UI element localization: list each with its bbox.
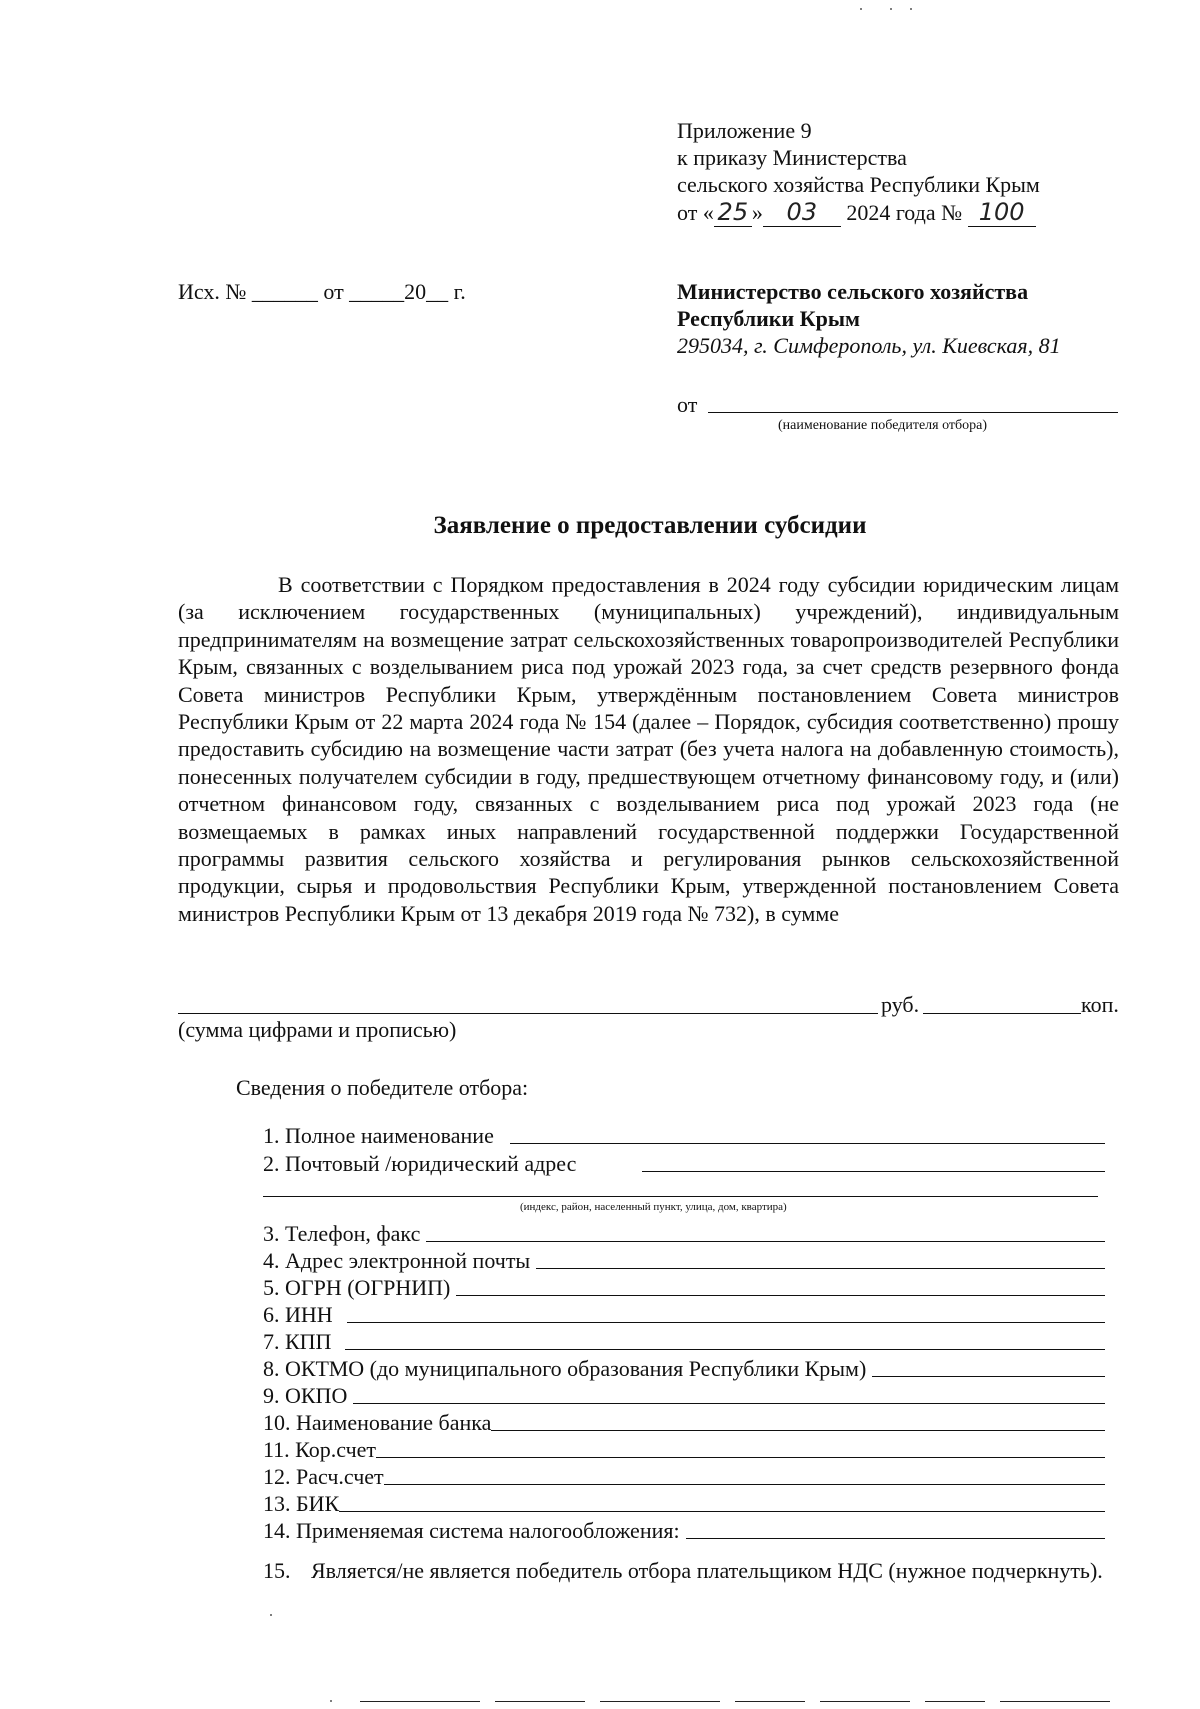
- addressee-block: [677, 279, 1061, 360]
- fill-line: [353, 1403, 1105, 1404]
- fill-line: [345, 1349, 1105, 1350]
- item-15-text: Является/не является победитель отбора плательщиком НДС (нужное подчеркнуть).: [311, 1558, 1103, 1583]
- fill-line: [384, 1484, 1105, 1485]
- fill-line: [536, 1268, 1105, 1269]
- date-sep: »: [751, 200, 763, 225]
- fill-line: [642, 1171, 1105, 1172]
- order-number: 100: [968, 199, 1036, 227]
- scan-artifact: [820, 1701, 910, 1702]
- item-15-number: 15.: [263, 1558, 291, 1583]
- fill-line: [339, 1511, 1105, 1512]
- sum-rub-line: [178, 1013, 878, 1014]
- fill-line: [426, 1241, 1105, 1242]
- rub-label: руб.: [881, 992, 920, 1017]
- fill-line: [510, 1143, 1105, 1144]
- from-fill-line: [708, 412, 1118, 413]
- fill-line: [376, 1457, 1105, 1458]
- kop-label: коп.: [1081, 992, 1119, 1017]
- field-email: 4. Адрес электронной почты: [263, 1247, 1105, 1274]
- addressee-org-line-1: Министерство сельского хозяйства: [677, 279, 1029, 304]
- date-day: 25: [714, 199, 752, 227]
- field-okpo: 9. ОКПО: [263, 1382, 1105, 1409]
- addressee-org-line-2: Республики Крым: [677, 306, 861, 331]
- field-settlement-account: 12. Расч.счет: [263, 1463, 1105, 1490]
- scan-artifact: [600, 1701, 720, 1702]
- field-bik: 13. БИК: [263, 1490, 1105, 1517]
- fill-line: [347, 1322, 1105, 1323]
- outgoing-number: Исх. № ______ от _____20__ г.: [178, 279, 466, 304]
- scan-speck: [270, 1614, 272, 1616]
- scan-speck: [910, 8, 912, 10]
- body-paragraph: [178, 571, 1119, 927]
- address-fill-line: [263, 1196, 1098, 1197]
- appendix-line-2: к приказу Министерства: [677, 145, 907, 170]
- sum-kop-line: [923, 1013, 1081, 1014]
- field-oktmo: 8. ОКТМО (до муниципального образования Республики Крым): [263, 1355, 1105, 1382]
- fill-line: [456, 1295, 1105, 1296]
- date-prefix: от «: [677, 200, 714, 225]
- fill-line: [491, 1430, 1105, 1431]
- field-tax-system: 14. Применяемая система налогообложения:: [263, 1517, 1105, 1544]
- field-corr-account: 11. Кор.счет: [263, 1436, 1105, 1463]
- sum-row: [178, 992, 1119, 1019]
- field-inn: 6. ИНН: [263, 1301, 1105, 1328]
- date-year: 2024 года №: [846, 200, 963, 225]
- field-full-name: 1. Полное наименование: [263, 1122, 1105, 1149]
- appendix-line-1: Приложение 9: [677, 118, 812, 143]
- from-note: (наименование победителя отбора): [778, 418, 988, 433]
- document-title: Заявление о предоставлении субсидии: [433, 512, 867, 539]
- sum-note: (сумма цифрами и прописью): [178, 1017, 457, 1042]
- scan-speck: [860, 8, 862, 10]
- field-ogrn: 5. ОГРН (ОГРНИП): [263, 1274, 1105, 1301]
- appendix-line-3: сельского хозяйства Республики Крым: [677, 172, 1040, 197]
- field-phone: 3. Телефон, факс: [263, 1220, 1105, 1247]
- scan-artifact: [1000, 1701, 1110, 1702]
- scan-artifact: [925, 1701, 985, 1702]
- info-heading: Сведения о победителе отбора:: [236, 1075, 529, 1100]
- address-note: (индекс, район, населенный пункт, улица, дом, квартира): [520, 1201, 787, 1213]
- field-bank-name: 10. Наименование банка: [263, 1409, 1105, 1436]
- scan-artifact: [495, 1701, 585, 1702]
- fill-line: [872, 1376, 1105, 1377]
- field-kpp: 7. КПП: [263, 1328, 1105, 1355]
- from-label: от: [677, 392, 698, 417]
- field-address: 2. Почтовый /юридический адрес: [263, 1150, 1105, 1177]
- scan-artifact: [360, 1701, 480, 1702]
- appendix-block: [677, 118, 1040, 226]
- scan-speck: [890, 8, 892, 10]
- addressee-address: 295034, г. Симферополь, ул. Киевская, 81: [677, 333, 1061, 358]
- fill-line: [686, 1538, 1105, 1539]
- scan-speck: [330, 1700, 332, 1702]
- body-text: В соответствии с Порядком предоставления в 2024 году субсидии юридическим лицам (за исключением государственных (муниципальных) учреждений), индивидуальным предпринимателям на возмещение затрат сельскохозяйственных товаропроизводителей Республики Крым, связанных с возделыванием риса под урожай 2023 года, за счет средств резервного фонда Совета министров Республики Крым, утверждённым постановлением Совета министров Республики Крым от 22 марта 2024 года № 154 (далее – Порядок, субсидия соответственно) прошу предоставить субсидию на возмещение части затрат (без учета налога на добавленную стоимость), понесенных получателем субсидии в году, предшествующем отчетному финансовому году, и (или) отчетном финансовом году, связанных с возделыванием риса под урожай 2023 года (не возмещаемых в рамках иных направлений государственной поддержки Государственной программы развития сельского хозяйства и регулирования рынков сельскохозяйственной продукции, сырья и продовольствия Республики Крым, утвержденной постановлением Совета министров Республики Крым от 13 декабря 2019 года № 732), в сумме: [178, 572, 1119, 926]
- scan-artifact: [735, 1701, 805, 1702]
- field-vat-payer: [263, 1557, 1108, 1585]
- date-month: 03: [763, 199, 841, 227]
- appendix-date-line: [677, 199, 1040, 226]
